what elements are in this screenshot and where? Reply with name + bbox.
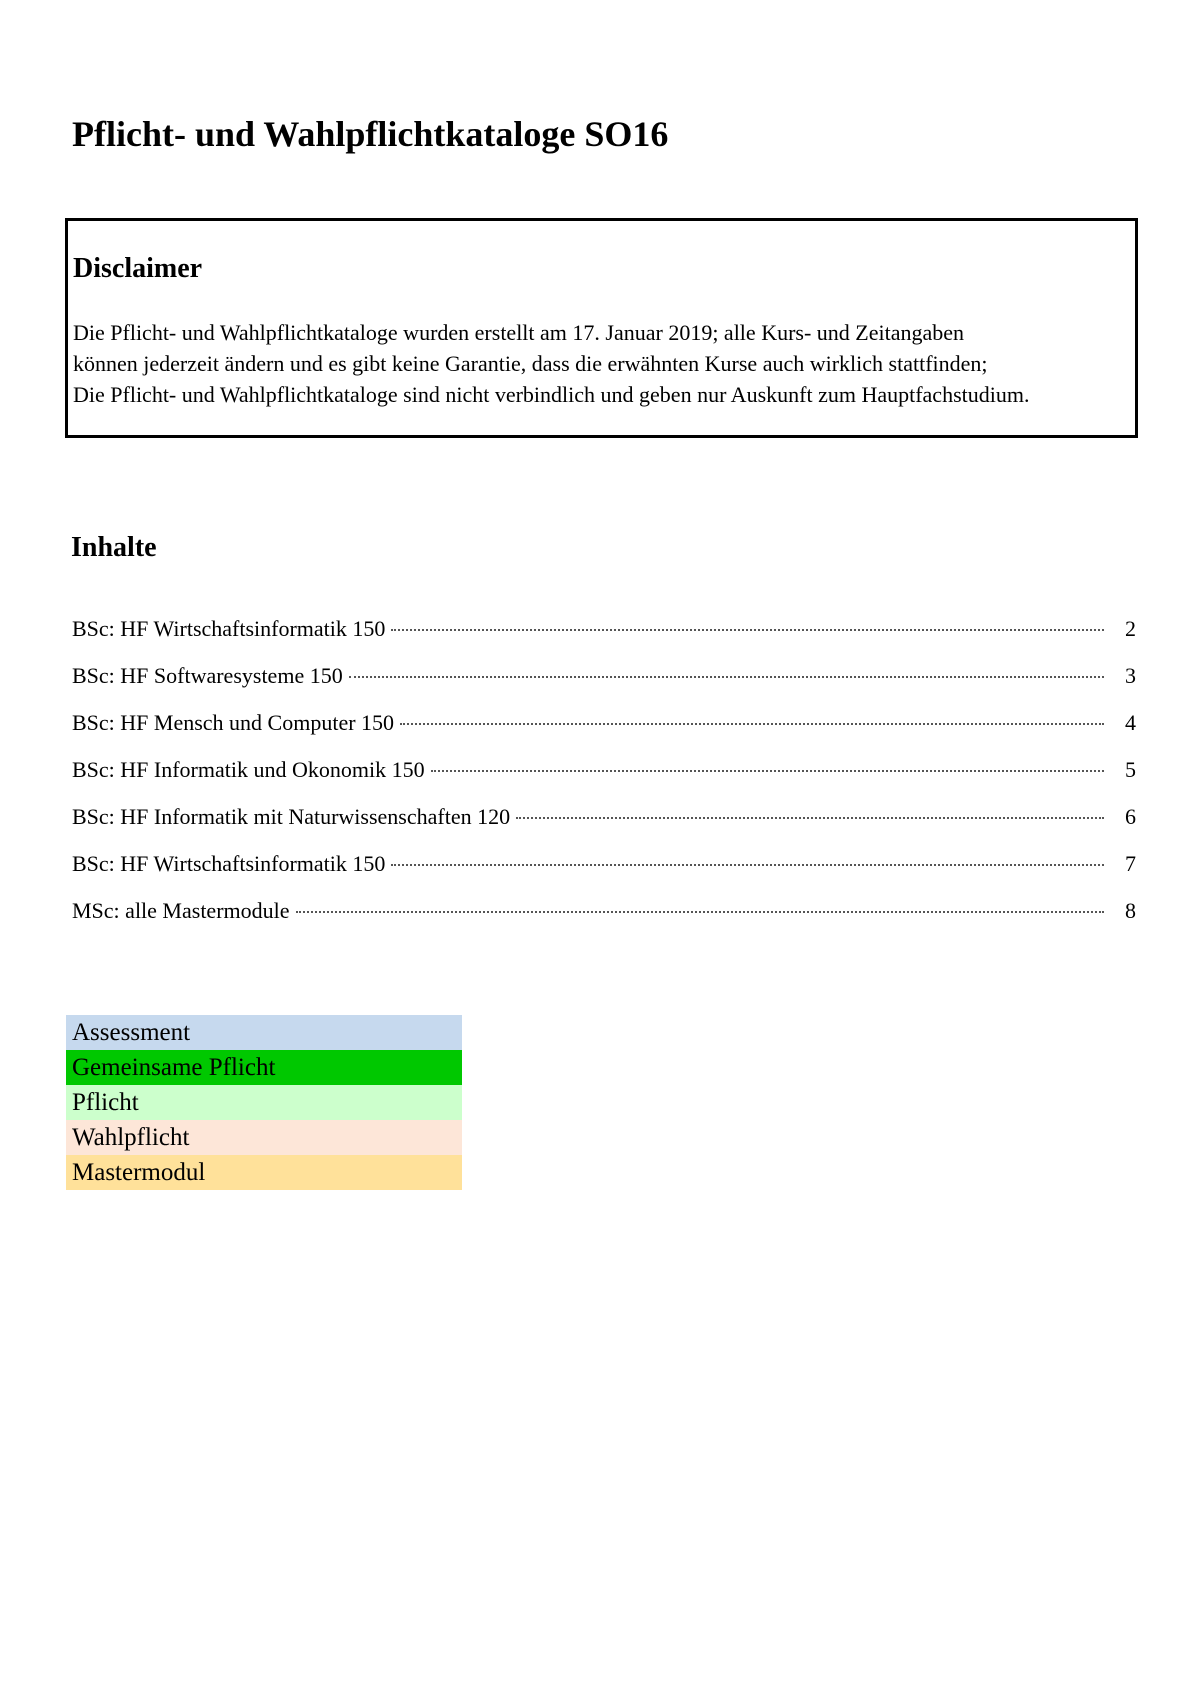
disclaimer-line: Die Pflicht- und Wahlpflichtkataloge wurden erstellt am 17. Januar 2019; alle Kurs- und Zeitangaben bbox=[73, 320, 965, 345]
toc-entry[interactable] bbox=[72, 755, 1136, 802]
toc-page-number: 3 bbox=[1125, 663, 1136, 688]
table-of-contents bbox=[72, 614, 1136, 943]
toc-entry-label: BSc: HF Softwaresysteme 150 bbox=[72, 663, 343, 688]
toc-entry[interactable] bbox=[72, 849, 1136, 896]
toc-page-number: 8 bbox=[1125, 898, 1136, 923]
legend-item-gemeinsame-pflicht: Gemeinsame Pflicht bbox=[66, 1050, 462, 1085]
toc-entry-label: MSc: alle Mastermodule bbox=[72, 898, 290, 923]
disclaimer-heading: Disclaimer bbox=[73, 253, 203, 284]
disclaimer-line: Die Pflicht- und Wahlpflichtkataloge sind nicht verbindlich und geben nur Auskunft zum Hauptfachstudium. bbox=[73, 382, 1030, 407]
toc-dot-leader bbox=[431, 770, 1104, 772]
legend-item-assessment: Assessment bbox=[66, 1015, 462, 1050]
toc-dot-leader bbox=[296, 911, 1104, 913]
toc-entry[interactable] bbox=[72, 896, 1136, 943]
toc-page-number: 2 bbox=[1125, 616, 1136, 641]
toc-dot-leader bbox=[516, 817, 1104, 819]
toc-dot-leader bbox=[391, 864, 1104, 866]
legend-item-wahlpflicht: Wahlpflicht bbox=[66, 1120, 462, 1155]
toc-page-number: 6 bbox=[1125, 804, 1136, 829]
page-title: Pflicht- und Wahlpflichtkataloge SO16 bbox=[72, 114, 669, 154]
toc-entry[interactable] bbox=[72, 802, 1136, 849]
toc-entry-label: BSc: HF Wirtschaftsinformatik 150 bbox=[72, 851, 386, 876]
toc-heading: Inhalte bbox=[71, 532, 157, 563]
toc-page-number: 4 bbox=[1125, 710, 1136, 735]
toc-entry-label: BSc: HF Wirtschaftsinformatik 150 bbox=[72, 616, 386, 641]
toc-entry[interactable] bbox=[72, 661, 1136, 708]
toc-entry[interactable] bbox=[72, 614, 1136, 661]
toc-dot-leader bbox=[400, 723, 1104, 725]
toc-dot-leader bbox=[391, 629, 1104, 631]
toc-entry-label: BSc: HF Informatik und Okonomik 150 bbox=[72, 757, 425, 782]
color-legend bbox=[66, 1015, 462, 1190]
disclaimer-box bbox=[65, 218, 1138, 438]
toc-dot-leader bbox=[349, 676, 1104, 678]
toc-page-number: 7 bbox=[1125, 851, 1136, 876]
toc-page-number: 5 bbox=[1125, 757, 1136, 782]
disclaimer-line: können jederzeit ändern und es gibt keine Garantie, dass die erwähnten Kurse auch wirklich stattfinden; bbox=[73, 351, 988, 376]
legend-item-mastermodul: Mastermodul bbox=[66, 1155, 462, 1190]
disclaimer-text bbox=[73, 317, 1029, 410]
legend-item-pflicht: Pflicht bbox=[66, 1085, 462, 1120]
toc-entry-label: BSc: HF Informatik mit Naturwissenschaften 120 bbox=[72, 804, 511, 829]
toc-entry-label: BSc: HF Mensch und Computer 150 bbox=[72, 710, 395, 735]
toc-entry[interactable] bbox=[72, 708, 1136, 755]
